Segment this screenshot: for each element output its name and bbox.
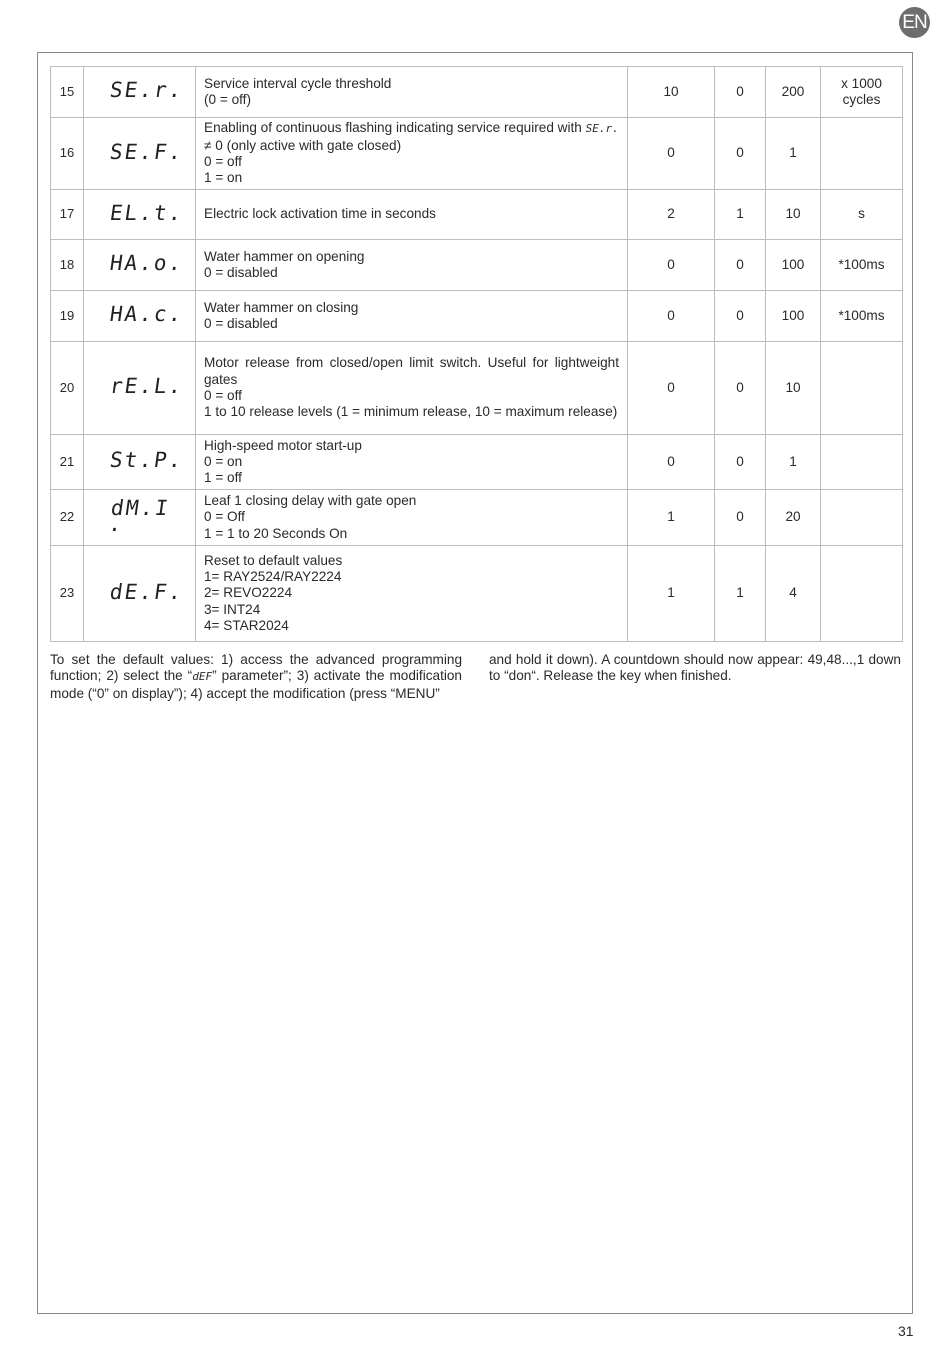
param-code-cell (84, 67, 196, 118)
param-min: 0 (715, 118, 766, 190)
param-description (196, 67, 628, 118)
param-unit (821, 240, 903, 291)
desc-line: High-speed motor start-up (204, 437, 362, 453)
desc-line: 1= RAY2524/RAY2224 (204, 569, 342, 585)
param-code: SE.F. (108, 139, 185, 164)
param-row-15 (51, 67, 903, 118)
parameter-table (50, 66, 903, 642)
param-row-18 (51, 240, 903, 291)
desc-line: 0 = off (204, 154, 242, 169)
param-min: 0 (715, 291, 766, 342)
desc-line: 2= REVO2224 (204, 585, 293, 601)
param-row-23 (51, 546, 903, 642)
param-min: 1 (715, 190, 766, 240)
param-default: 0 (628, 435, 715, 490)
param-code-cell (84, 240, 196, 291)
param-max: 4 (766, 546, 821, 642)
param-max: 100 (766, 240, 821, 291)
desc-line: 3= INT24 (204, 601, 261, 617)
param-code-cell (84, 291, 196, 342)
unit-line: *100ms (838, 256, 885, 272)
desc-line: 0 = on (204, 453, 243, 469)
param-unit (821, 67, 903, 118)
param-number: 20 (51, 342, 84, 435)
param-row-19 (51, 291, 903, 342)
param-number: 18 (51, 240, 84, 291)
unit-line: cycles (842, 92, 881, 107)
desc-code: SE.r. (585, 122, 619, 136)
unit-line: s (858, 206, 865, 222)
note-text-1b: ” parameter”; 3) activate the modification mode (“0” on display”); 4) accept the modification (press “MENU” (50, 668, 462, 701)
desc-line: 1 to 10 release levels (1 = minimum release, 10 = maximum release) (204, 404, 618, 420)
param-row-22 (51, 490, 903, 546)
param-code: St.P. (108, 448, 185, 473)
param-unit (821, 546, 903, 642)
desc-line: 0 = Off (204, 509, 245, 525)
param-code: EL.t. (108, 200, 185, 225)
note-column-2: and hold it down). A countdown should now appear: 49,48...,1 down to “don“. Release the key when finished. (489, 652, 901, 684)
param-description (196, 291, 628, 342)
param-unit (821, 342, 903, 435)
param-default: 1 (628, 546, 715, 642)
param-unit (821, 490, 903, 546)
desc-line: Reset to default values (204, 552, 343, 568)
param-description (196, 342, 628, 435)
desc-line: Leaf 1 closing delay with gate open (204, 493, 417, 509)
param-max: 10 (766, 342, 821, 435)
param-code-cell (84, 342, 196, 435)
param-max: 10 (766, 190, 821, 240)
page-number: 31 (898, 1323, 914, 1339)
desc-text: Enabling of continuous flashing indicating service required with (204, 120, 586, 136)
unit-line: x 1000 (841, 75, 882, 91)
desc-line: 1 = 1 to 20 Seconds On (204, 525, 348, 541)
param-number: 21 (51, 435, 84, 490)
param-code: HA.o. (108, 251, 185, 276)
desc-line: 1 = on (204, 170, 243, 186)
desc-line: Electric lock activation time in seconds (204, 206, 436, 222)
param-default: 0 (628, 291, 715, 342)
param-min: 0 (715, 240, 766, 291)
desc-line: (0 = off) (204, 92, 251, 107)
note-column-1 (50, 652, 462, 702)
param-code: rE.L. (108, 374, 185, 399)
desc-line: Motor release from closed/open limit switch. Useful for lightweight gates (204, 355, 619, 387)
param-row-17 (51, 190, 903, 240)
desc-line: 0 = disabled (204, 316, 278, 331)
param-default: 0 (628, 342, 715, 435)
param-default: 2 (628, 190, 715, 240)
param-min: 0 (715, 435, 766, 490)
desc-line: Service interval cycle threshold (204, 75, 392, 91)
desc-line: 4= STAR2024 (204, 617, 289, 633)
param-number: 16 (51, 118, 84, 190)
param-code-cell (84, 546, 196, 642)
param-max: 20 (766, 490, 821, 546)
desc-line: Water hammer on opening (204, 248, 365, 264)
param-description (196, 435, 628, 490)
param-unit (821, 291, 903, 342)
param-default: 1 (628, 490, 715, 546)
param-default: 10 (628, 67, 715, 118)
param-row-21 (51, 435, 903, 490)
note-code: dEF (192, 670, 213, 684)
param-code: dE.F. (108, 579, 185, 604)
param-max: 1 (766, 435, 821, 490)
param-unit (821, 190, 903, 240)
desc-line: 0 = off (204, 388, 242, 403)
param-description (196, 118, 628, 190)
param-description (196, 546, 628, 642)
desc-line: 0 = disabled (204, 265, 278, 280)
param-code: dM.I . (107, 495, 172, 536)
param-description (196, 190, 628, 240)
param-description (196, 490, 628, 546)
param-row-20 (51, 342, 903, 435)
param-number: 17 (51, 190, 84, 240)
param-min: 0 (715, 342, 766, 435)
param-min: 1 (715, 546, 766, 642)
param-code-cell (84, 118, 196, 190)
param-max: 100 (766, 291, 821, 342)
unit-line: *100ms (838, 307, 885, 323)
note-text-1a: To set the default values: 1) access the advanced programming function; 2) select the “ (50, 652, 462, 684)
desc-line: ≠ 0 (only active with gate closed) (204, 137, 402, 153)
param-unit (821, 435, 903, 490)
param-number: 15 (51, 67, 84, 118)
param-max: 1 (766, 118, 821, 190)
language-badge: EN (899, 7, 930, 38)
param-code-cell (84, 490, 196, 546)
param-unit (821, 118, 903, 190)
param-number: 22 (51, 490, 84, 546)
param-row-16 (51, 118, 903, 190)
param-number: 19 (51, 291, 84, 342)
param-code-cell (84, 435, 196, 490)
param-max: 200 (766, 67, 821, 118)
param-min: 0 (715, 490, 766, 546)
desc-line: Water hammer on closing (204, 299, 359, 315)
param-code-cell (84, 190, 196, 240)
param-code: SE.r. (108, 78, 185, 103)
param-default: 0 (628, 118, 715, 190)
param-description (196, 240, 628, 291)
desc-line (204, 120, 619, 137)
param-code: HA.c. (108, 302, 185, 327)
param-number: 23 (51, 546, 84, 642)
desc-line: 1 = off (204, 470, 242, 486)
param-min: 0 (715, 67, 766, 118)
param-default: 0 (628, 240, 715, 291)
